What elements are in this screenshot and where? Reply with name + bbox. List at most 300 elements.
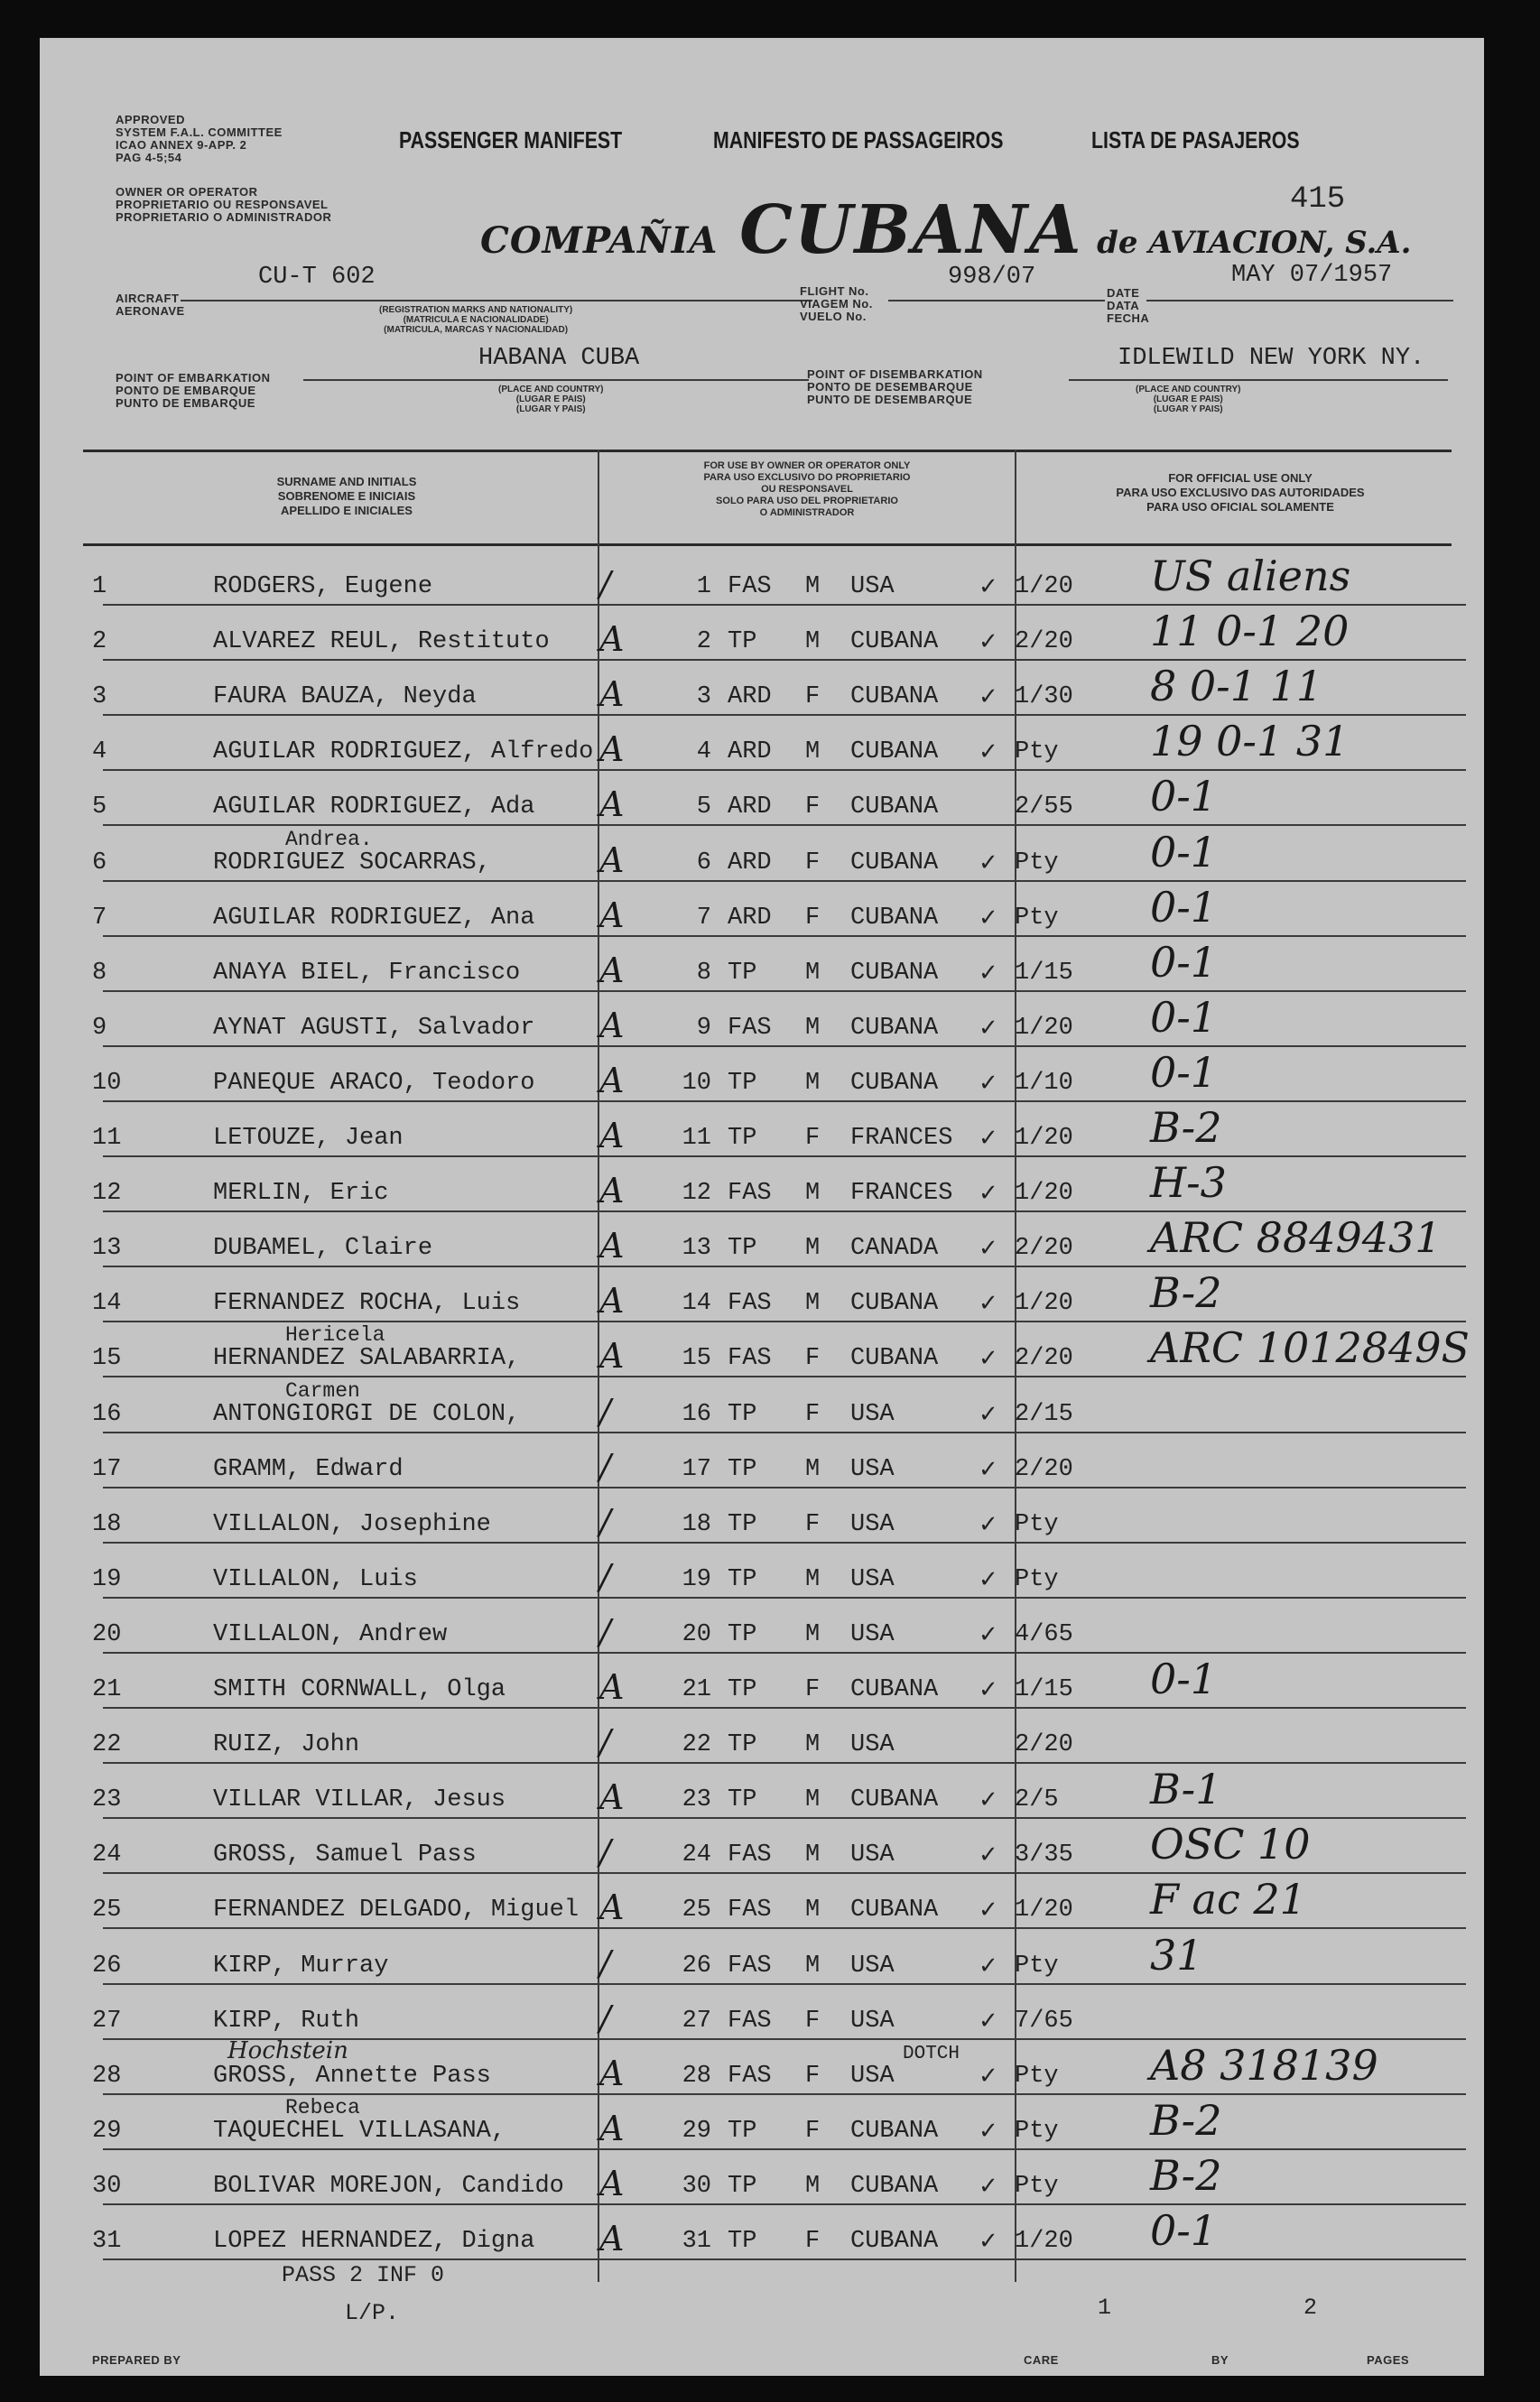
passenger-sex: F bbox=[805, 683, 821, 711]
table-row bbox=[76, 1378, 1466, 1433]
nationality: FRANCES bbox=[850, 1180, 953, 1208]
passenger-sex: F bbox=[805, 1345, 821, 1373]
ticket-code: 2/20 bbox=[1015, 1731, 1073, 1759]
passenger-number: 9 bbox=[92, 1014, 107, 1042]
check-mark: ✓ bbox=[979, 1565, 998, 1593]
owner-labels: OWNER OR OPERATOR PROPRIETARIO OU RESPONSAVEL PROPRIETARIO O ADMINISTRADOR bbox=[116, 185, 332, 224]
handwritten-mark: A bbox=[599, 950, 625, 990]
handwritten-mark: / bbox=[599, 1501, 611, 1542]
official-annotation: ARC 1012849S bbox=[1150, 1323, 1470, 1373]
official-annotation: 0-1 bbox=[1150, 827, 1218, 876]
nationality: CUBANA bbox=[850, 2228, 939, 2255]
handwritten-mark: A bbox=[599, 1171, 625, 1211]
ticket-code: Pty bbox=[1015, 904, 1059, 932]
passenger-name: KIRP, Murray bbox=[213, 1952, 389, 1980]
check-mark: ✓ bbox=[979, 904, 998, 932]
passenger-sex: M bbox=[805, 628, 821, 656]
nationality: USA bbox=[850, 1841, 895, 1869]
ticket-code: 2/15 bbox=[1015, 1400, 1073, 1428]
check-mark: ✓ bbox=[979, 1400, 998, 1428]
sequence-number: 26 bbox=[682, 1952, 711, 1980]
table-header-rule bbox=[83, 543, 1452, 546]
page-stamp: 415 bbox=[1290, 182, 1346, 217]
table-row bbox=[76, 2095, 1466, 2150]
ticket-code: 3/35 bbox=[1015, 1841, 1073, 1869]
fare-class: TP bbox=[728, 628, 757, 656]
flight-value: 998/07 bbox=[948, 264, 1036, 291]
passenger-number: 16 bbox=[92, 1400, 122, 1428]
passenger-name: FERNANDEZ DELGADO, Miguel bbox=[213, 1897, 580, 1924]
passenger-name: BOLIVAR MOREJON, Candido bbox=[213, 2172, 564, 2200]
nationality: FRANCES bbox=[850, 1125, 953, 1152]
sequence-number: 7 bbox=[696, 904, 711, 932]
ticket-code: 2/55 bbox=[1015, 793, 1073, 821]
passenger-sex: F bbox=[805, 1510, 821, 1538]
passenger-name: GROSS, Annette Pass bbox=[213, 2062, 491, 2090]
check-mark: ✓ bbox=[979, 628, 998, 656]
ticket-code: 2/20 bbox=[1015, 1345, 1073, 1373]
pages-label: PAGES bbox=[1367, 2353, 1410, 2367]
official-annotation: B-2 bbox=[1150, 2150, 1222, 2200]
disembark-place-labels: (PLACE AND COUNTRY) (LUGAR E PAIS) (LUGAR Y PAIS) bbox=[1136, 385, 1241, 414]
passenger-number: 17 bbox=[92, 1455, 122, 1483]
fare-class: ARD bbox=[728, 738, 772, 766]
passenger-sex: F bbox=[805, 2228, 821, 2255]
table-row bbox=[76, 1985, 1466, 2040]
passenger-name: RODRIGUEZ SOCARRAS, bbox=[213, 849, 491, 876]
footer-page-1: 1 bbox=[1098, 2295, 1112, 2321]
nationality: CUBANA bbox=[850, 1014, 939, 1042]
passenger-name: HERNANDEZ SALABARRIA, bbox=[213, 1345, 521, 1373]
table-row bbox=[76, 1433, 1466, 1488]
official-annotation: 11 0-1 20 bbox=[1150, 607, 1350, 656]
passenger-sex: M bbox=[805, 1014, 821, 1042]
passenger-number: 15 bbox=[92, 1345, 122, 1373]
sequence-number: 10 bbox=[682, 1069, 711, 1097]
passenger-name: AYNAT AGUSTI, Salvador bbox=[213, 1014, 535, 1042]
check-mark: ✓ bbox=[979, 1345, 998, 1373]
handwritten-mark: A bbox=[599, 1336, 625, 1377]
handwritten-mark: A bbox=[599, 784, 625, 825]
nationality: CANADA bbox=[850, 1235, 939, 1263]
passenger-name: AGUILAR RODRIGUEZ, Alfredo bbox=[213, 738, 594, 766]
check-mark: ✓ bbox=[979, 738, 998, 766]
passenger-number: 13 bbox=[92, 1235, 122, 1263]
handwritten-mark: / bbox=[599, 1611, 611, 1652]
sequence-number: 24 bbox=[682, 1841, 711, 1869]
prepared-by-label: PREPARED BY bbox=[92, 2353, 181, 2367]
check-mark: ✓ bbox=[979, 2172, 998, 2200]
passenger-number: 18 bbox=[92, 1510, 122, 1538]
footer-lp: L/P. bbox=[345, 2300, 400, 2326]
check-mark: ✓ bbox=[979, 1510, 998, 1538]
nationality: CUBANA bbox=[850, 959, 939, 987]
fare-class: FAS bbox=[728, 1014, 772, 1042]
table-row bbox=[76, 827, 1466, 882]
nationality: USA bbox=[850, 1510, 895, 1538]
passenger-sex: M bbox=[805, 1620, 821, 1648]
check-mark: ✓ bbox=[979, 1841, 998, 1869]
passenger-number: 11 bbox=[92, 1125, 122, 1152]
check-mark: ✓ bbox=[979, 1952, 998, 1980]
table-row bbox=[76, 1322, 1470, 1377]
by-label: BY bbox=[1211, 2353, 1229, 2367]
passenger-name: AGUILAR RODRIGUEZ, Ana bbox=[213, 904, 535, 932]
nationality: USA bbox=[850, 1620, 895, 1648]
ticket-code: 1/20 bbox=[1015, 1014, 1073, 1042]
table-row bbox=[76, 661, 1466, 716]
official-annotation: 0-1 bbox=[1150, 992, 1218, 1042]
ticket-code: Pty bbox=[1015, 2062, 1059, 2090]
check-mark: ✓ bbox=[979, 1180, 998, 1208]
passenger-sex: F bbox=[805, 2062, 821, 2090]
official-annotation: 0-1 bbox=[1150, 1047, 1218, 1097]
nationality: CUBANA bbox=[850, 793, 939, 821]
passenger-name: VILLALON, Andrew bbox=[213, 1620, 448, 1648]
handwritten-mark: / bbox=[599, 564, 611, 604]
nationality: CUBANA bbox=[850, 904, 939, 932]
fare-class: TP bbox=[728, 1786, 757, 1814]
fare-class: TP bbox=[728, 2228, 757, 2255]
ticket-code: Pty bbox=[1015, 1565, 1059, 1593]
handwritten-mark: A bbox=[599, 1005, 625, 1045]
name-annotation: Hericela bbox=[285, 1323, 385, 1348]
check-mark: ✓ bbox=[979, 573, 998, 600]
nationality: CUBANA bbox=[850, 1897, 939, 1924]
nationality: CUBANA bbox=[850, 1069, 939, 1097]
fare-class: FAS bbox=[728, 2062, 772, 2090]
official-annotation: 0-1 bbox=[1150, 937, 1218, 987]
table-row bbox=[76, 716, 1466, 771]
passenger-number: 21 bbox=[92, 1676, 122, 1703]
title-es: LISTA DE PASAJEROS bbox=[1091, 126, 1300, 153]
passenger-name: KIRP, Ruth bbox=[213, 2007, 360, 2035]
passenger-name: ANAYA BIEL, Francisco bbox=[213, 959, 521, 987]
check-mark: ✓ bbox=[979, 1455, 998, 1483]
nationality: USA bbox=[850, 573, 895, 600]
footer-page-2: 2 bbox=[1303, 2295, 1318, 2321]
passenger-sex: M bbox=[805, 1180, 821, 1208]
col-official-header: FOR OFFICIAL USE ONLY PARA USO EXCLUSIVO DAS AUTORIDADES PARA USO OFICIAL SOLAMENTE bbox=[1116, 471, 1365, 514]
passenger-number: 4 bbox=[92, 738, 107, 766]
check-mark: ✓ bbox=[979, 849, 998, 876]
check-mark: ✓ bbox=[979, 2228, 998, 2255]
fare-class: TP bbox=[728, 959, 757, 987]
official-annotation: B-2 bbox=[1150, 1103, 1222, 1152]
handwritten-mark: A bbox=[599, 1116, 625, 1155]
nationality: CUBANA bbox=[850, 849, 939, 876]
sequence-number: 3 bbox=[696, 683, 711, 711]
handwritten-mark: / bbox=[599, 1556, 611, 1597]
table-row bbox=[76, 1544, 1466, 1599]
passenger-sex: M bbox=[805, 1786, 821, 1814]
table-row bbox=[76, 1709, 1466, 1764]
ticket-code: Pty bbox=[1015, 849, 1059, 876]
official-annotation: B-2 bbox=[1150, 2095, 1222, 2145]
table-row bbox=[76, 992, 1466, 1047]
table-row bbox=[76, 1212, 1466, 1267]
sequence-number: 18 bbox=[682, 1510, 711, 1538]
ticket-code: Pty bbox=[1015, 2117, 1059, 2145]
nationality: CUBANA bbox=[850, 2172, 939, 2200]
ticket-code: Pty bbox=[1015, 1952, 1059, 1980]
passenger-name: ALVAREZ REUL, Restituto bbox=[213, 628, 550, 656]
fare-class: FAS bbox=[728, 1897, 772, 1924]
passenger-sex: M bbox=[805, 959, 821, 987]
embark-line bbox=[303, 379, 809, 381]
check-mark: ✓ bbox=[979, 1125, 998, 1152]
sequence-number: 4 bbox=[696, 738, 711, 766]
table-row bbox=[76, 1654, 1466, 1709]
nationality: CUBANA bbox=[850, 2117, 939, 2145]
sequence-number: 19 bbox=[682, 1565, 711, 1593]
fare-class: FAS bbox=[728, 1952, 772, 1980]
ticket-code: 2/5 bbox=[1015, 1786, 1059, 1814]
title-en: PASSENGER MANIFEST bbox=[399, 126, 623, 153]
ticket-code: 7/65 bbox=[1015, 2007, 1073, 2035]
official-annotation: OSC 10 bbox=[1150, 1820, 1311, 1869]
passenger-sex: M bbox=[805, 1565, 821, 1593]
check-mark: ✓ bbox=[979, 1290, 998, 1318]
fare-class: FAS bbox=[728, 573, 772, 600]
footer-totals: PASS 2 INF 0 bbox=[282, 2262, 445, 2288]
ticket-code: 1/20 bbox=[1015, 1125, 1073, 1152]
official-annotation: 31 bbox=[1150, 1930, 1203, 1980]
sequence-number: 30 bbox=[682, 2172, 711, 2200]
passenger-name: ANTONGIORGI DE COLON, bbox=[213, 1400, 521, 1428]
passenger-number: 12 bbox=[92, 1180, 122, 1208]
passenger-name: DUBAMEL, Claire bbox=[213, 1235, 433, 1263]
name-annotation: Carmen bbox=[285, 1378, 360, 1403]
handwritten-mark: / bbox=[599, 1722, 611, 1763]
table-row bbox=[76, 1819, 1466, 1874]
ticket-code: 1/20 bbox=[1015, 1290, 1073, 1318]
company-logo: COMPAÑIA CUBANA de AVIACION, S.A. bbox=[480, 191, 1412, 269]
handwritten-mark: A bbox=[599, 1281, 625, 1322]
passenger-name: TAQUECHEL VILLASANA, bbox=[213, 2117, 506, 2145]
passenger-number: 8 bbox=[92, 959, 107, 987]
fare-class: TP bbox=[728, 1069, 757, 1097]
passenger-number: 29 bbox=[92, 2117, 122, 2145]
official-annotation: B-1 bbox=[1150, 1765, 1222, 1814]
disembark-line bbox=[1069, 379, 1448, 381]
passenger-number: 3 bbox=[92, 683, 107, 711]
passenger-number: 2 bbox=[92, 628, 107, 656]
check-mark: ✓ bbox=[979, 1897, 998, 1924]
passenger-number: 19 bbox=[92, 1565, 122, 1593]
table-row bbox=[76, 1599, 1466, 1654]
col-surname-header: SURNAME AND INITIALS SOBRENOME E INICIAIS APELLIDO E INICIALES bbox=[276, 475, 417, 517]
nationality: USA bbox=[850, 1952, 895, 1980]
nationality: CUBANA bbox=[850, 1290, 939, 1318]
fare-class: FAS bbox=[728, 2007, 772, 2035]
nationality: USA bbox=[850, 1565, 895, 1593]
passenger-sex: M bbox=[805, 1235, 821, 1263]
ticket-code: 2/20 bbox=[1015, 628, 1073, 656]
sequence-number: 17 bbox=[682, 1455, 711, 1483]
passenger-name: FERNANDEZ ROCHA, Luis bbox=[213, 1290, 521, 1318]
passenger-name: LETOUZE, Jean bbox=[213, 1125, 404, 1152]
ticket-code: 4/65 bbox=[1015, 1620, 1073, 1648]
passenger-sex: F bbox=[805, 2007, 821, 2035]
table-row bbox=[76, 1157, 1466, 1212]
col-owner-header: FOR USE BY OWNER OR OPERATOR ONLY PARA USO EXCLUSIVO DO PROPRIETARIO OU RESPONSAVEL SOLO PARA USO DEL PROPRIETARIO O ADMINISTRADOR bbox=[703, 460, 911, 518]
passenger-number: 26 bbox=[92, 1952, 122, 1980]
ticket-code: 2/20 bbox=[1015, 1455, 1073, 1483]
handwritten-mark: A bbox=[599, 2053, 625, 2093]
care-label: CARE bbox=[1024, 2353, 1059, 2367]
registration-labels: (REGISTRATION MARKS AND NATIONALITY) (MATRICULA E NACIONALIDADE) (MATRICULA, MARCAS Y NACIONALIDAD) bbox=[379, 305, 573, 335]
check-mark: ✓ bbox=[979, 1014, 998, 1042]
passenger-sex: M bbox=[805, 1069, 821, 1097]
passenger-name: RODGERS, Eugene bbox=[213, 573, 433, 600]
sequence-number: 20 bbox=[682, 1620, 711, 1648]
sequence-number: 15 bbox=[682, 1345, 711, 1373]
passenger-name: RUIZ, John bbox=[213, 1731, 360, 1759]
passenger-name: GRAMM, Edward bbox=[213, 1455, 404, 1483]
official-annotation: US aliens bbox=[1150, 552, 1351, 600]
sequence-number: 29 bbox=[682, 2117, 711, 2145]
passenger-sex: F bbox=[805, 1676, 821, 1703]
table-row bbox=[76, 606, 1466, 661]
sequence-number: 1 bbox=[696, 573, 711, 600]
embark-place-labels: (PLACE AND COUNTRY) (LUGAR E PAIS) (LUGAR Y PAIS) bbox=[498, 385, 604, 414]
nationality: USA bbox=[850, 1400, 895, 1428]
table-row bbox=[76, 1102, 1466, 1157]
ticket-code: 1/20 bbox=[1015, 1180, 1073, 1208]
table-row bbox=[76, 1930, 1466, 1985]
table-row bbox=[76, 1874, 1466, 1929]
passenger-number: 5 bbox=[92, 793, 107, 821]
ticket-code: 2/20 bbox=[1015, 1235, 1073, 1263]
official-annotation: H-3 bbox=[1150, 1158, 1227, 1208]
aircraft-value: CU-T 602 bbox=[258, 264, 376, 291]
ticket-code: 1/20 bbox=[1015, 2228, 1073, 2255]
passenger-number: 28 bbox=[92, 2062, 122, 2090]
passenger-sex: M bbox=[805, 1290, 821, 1318]
official-annotation: ARC 8849431 bbox=[1150, 1213, 1442, 1263]
nationality: USA bbox=[850, 2007, 895, 2035]
passenger-sex: M bbox=[805, 573, 821, 600]
handwritten-mark: A bbox=[599, 619, 625, 660]
passenger-number: 10 bbox=[92, 1069, 122, 1097]
check-mark: ✓ bbox=[979, 2062, 998, 2090]
table-row bbox=[76, 2036, 1466, 2095]
check-mark: ✓ bbox=[979, 1069, 998, 1097]
passenger-number: 25 bbox=[92, 1897, 122, 1924]
title-pt: MANIFESTO DE PASSAGEIROS bbox=[713, 126, 1004, 153]
fare-class: TP bbox=[728, 2117, 757, 2145]
disembark-value: IDLEWILD NEW YORK NY. bbox=[1118, 345, 1425, 372]
handwritten-mark: / bbox=[599, 1943, 611, 1983]
handwritten-mark: A bbox=[599, 729, 625, 770]
sequence-number: 2 bbox=[696, 628, 711, 656]
handwritten-mark: / bbox=[599, 1998, 611, 2038]
flight-label: FLIGHT No. VIAGEM No. VUELO No. bbox=[800, 284, 873, 323]
check-mark: ✓ bbox=[979, 2007, 998, 2035]
passenger-number: 31 bbox=[92, 2228, 122, 2255]
fare-class: FAS bbox=[728, 1180, 772, 1208]
handwritten-mark: A bbox=[599, 2219, 625, 2258]
fare-class: TP bbox=[728, 1510, 757, 1538]
fare-class: FAS bbox=[728, 1290, 772, 1318]
handwritten-mark: A bbox=[599, 1226, 625, 1266]
handwritten-mark: A bbox=[599, 2163, 625, 2203]
name-annotation: Andrea. bbox=[285, 827, 373, 851]
passenger-name: VILLAR VILLAR, Jesus bbox=[213, 1786, 506, 1814]
handwritten-mark: A bbox=[599, 674, 625, 715]
passenger-sex: M bbox=[805, 2172, 821, 2200]
table-top-rule bbox=[83, 450, 1452, 452]
nationality: CUBANA bbox=[850, 1786, 939, 1814]
passenger-number: 30 bbox=[92, 2172, 122, 2200]
passenger-sex: F bbox=[805, 793, 821, 821]
fare-class: ARD bbox=[728, 793, 772, 821]
table-row bbox=[76, 1267, 1466, 1322]
sequence-number: 22 bbox=[682, 1731, 711, 1759]
sequence-number: 25 bbox=[682, 1897, 711, 1924]
official-annotation: 0-1 bbox=[1150, 1655, 1218, 1703]
passenger-name: LOPEZ HERNANDEZ, Digna bbox=[213, 2228, 535, 2255]
disembark-label: POINT OF DISEMBARKATION PONTO DE DESEMBARQUE PUNTO DE DESEMBARQUE bbox=[807, 367, 983, 406]
fare-class: TP bbox=[728, 1676, 757, 1703]
fare-class: ARD bbox=[728, 904, 772, 932]
ticket-code: 1/15 bbox=[1015, 959, 1073, 987]
sequence-number: 8 bbox=[696, 959, 711, 987]
handwritten-mark: / bbox=[599, 1832, 611, 1873]
table-row bbox=[76, 2150, 1466, 2205]
passenger-number: 14 bbox=[92, 1290, 122, 1318]
sequence-number: 13 bbox=[682, 1235, 711, 1263]
sequence-number: 27 bbox=[682, 2007, 711, 2035]
passenger-name: GROSS, Samuel Pass bbox=[213, 1841, 477, 1869]
table-row bbox=[76, 2205, 1466, 2260]
handwritten-mark: / bbox=[599, 1391, 611, 1432]
passenger-sex: F bbox=[805, 849, 821, 876]
check-mark: ✓ bbox=[979, 2117, 998, 2145]
nationality: CUBANA bbox=[850, 1676, 939, 1703]
passenger-number: 7 bbox=[92, 904, 107, 932]
nationality-annotation: DOTCH bbox=[903, 2043, 960, 2064]
check-mark: ✓ bbox=[979, 959, 998, 987]
passenger-sex: F bbox=[805, 904, 821, 932]
ticket-code: 1/20 bbox=[1015, 1897, 1073, 1924]
fare-class: TP bbox=[728, 1235, 757, 1263]
name-annotation: Hochstein bbox=[227, 2036, 348, 2064]
embark-label: POINT OF EMBARKATION PONTO DE EMBARQUE PUNTO DE EMBARQUE bbox=[116, 371, 271, 410]
ticket-code: Pty bbox=[1015, 2172, 1059, 2200]
approval-block: APPROVED SYSTEM F.A.L. COMMITTEE ICAO ANNEX 9-APP. 2 PAG 4-5;54 bbox=[116, 113, 283, 164]
passenger-number: 27 bbox=[92, 2007, 122, 2035]
nationality: USA bbox=[850, 1455, 895, 1483]
ticket-code: 1/30 bbox=[1015, 683, 1073, 711]
fare-class: FAS bbox=[728, 1841, 772, 1869]
fare-class: ARD bbox=[728, 849, 772, 876]
name-annotation: Rebeca bbox=[285, 2095, 360, 2119]
passenger-number: 23 bbox=[92, 1786, 122, 1814]
handwritten-mark: / bbox=[599, 1446, 611, 1487]
passenger-sex: F bbox=[805, 1400, 821, 1428]
nationality: CUBANA bbox=[850, 683, 939, 711]
sequence-number: 12 bbox=[682, 1180, 711, 1208]
fare-class: TP bbox=[728, 1455, 757, 1483]
table-row bbox=[76, 882, 1466, 937]
check-mark: ✓ bbox=[979, 1676, 998, 1703]
ticket-code: 1/20 bbox=[1015, 573, 1073, 600]
official-annotation: 8 0-1 11 bbox=[1150, 662, 1323, 711]
handwritten-mark: A bbox=[599, 1667, 625, 1707]
fare-class: TP bbox=[728, 1731, 757, 1759]
